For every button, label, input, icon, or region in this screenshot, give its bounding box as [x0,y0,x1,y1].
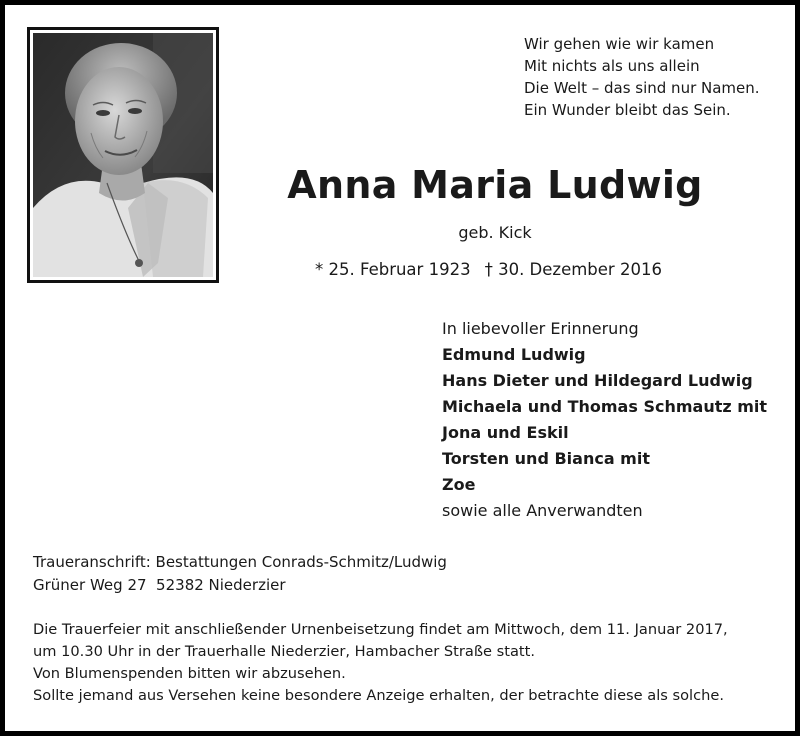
mourner-name: Jona und Eskil [442,423,569,442]
deceased-name: Anna Maria Ludwig [287,163,703,207]
birth-name: geb. Kick [458,223,532,242]
service-line: Die Trauerfeier mit anschließender Urnenbeisetzung findet am Mittwoch, dem 11. Januar 2017, [33,621,728,638]
poem [524,33,760,121]
portrait-photo [27,27,219,283]
mourners-intro: In liebevoller Erinnerung [442,319,639,338]
mourner-name: Michaela und Thomas Schmautz mit [442,397,768,416]
poem-line: Ein Wunder bleibt das Sein. [524,101,731,119]
service-line: Von Blumenspenden bitten wir abzusehen. [33,665,346,682]
mourner-name: Hans Dieter und Hildegard Ludwig [442,371,753,390]
service-line: Sollte jemand aus Versehen keine besondere Anzeige erhalten, der betrachte diese als solche. [33,687,724,704]
poem-line: Mit nichts als uns allein [524,57,700,75]
death-date: † 30. Dezember 2016 [484,260,662,279]
obituary-notice [5,5,795,731]
poem-line: Die Welt – das sind nur Namen. [524,79,760,97]
mourners-list [442,316,767,524]
birth-date: * 25. Februar 1923 [315,260,471,279]
mourning-address [33,551,447,597]
mourner-name: Zoe [442,475,476,494]
service-line: um 10.30 Uhr in der Trauerhalle Niederzier, Hambacher Straße statt. [33,643,536,660]
portrait-image [33,33,213,277]
mourner-name: Edmund Ludwig [442,345,586,364]
mourners-closing: sowie alle Anverwandten [442,501,643,520]
mourner-name: Torsten und Bianca mit [442,449,650,468]
service-info [33,619,728,707]
address-line: Traueranschrift: Bestattungen Conrads-Schmitz/Ludwig [33,553,447,571]
address-line: Grüner Weg 27 52382 Niederzier [33,576,286,594]
poem-line: Wir gehen wie wir kamen [524,35,715,53]
life-dates [315,260,662,279]
